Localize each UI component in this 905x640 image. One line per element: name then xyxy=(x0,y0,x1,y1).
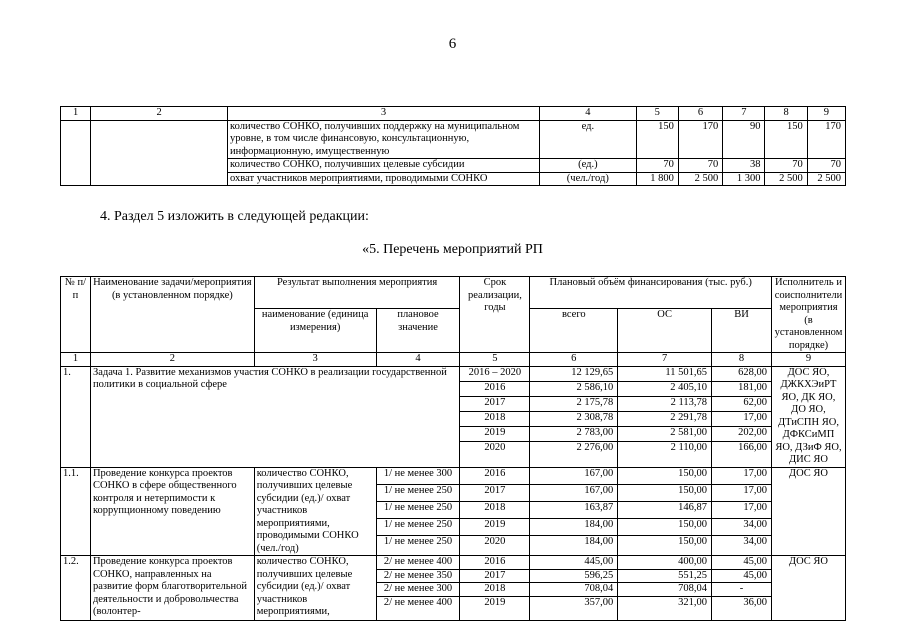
table-header-row xyxy=(61,277,846,309)
vi-cell: 166,00 xyxy=(712,441,772,467)
header-result: Результат выполнения мероприятия xyxy=(254,277,460,309)
plan-cell: 1/ не менее 250 xyxy=(376,484,460,501)
plan-cell: 2/ не менее 350 xyxy=(376,569,460,583)
indicator-value: 170 xyxy=(807,120,845,159)
header-period: Срок реализации, годы xyxy=(460,277,530,353)
indicator-name: количество СОНКО, получивших целевые субсидии xyxy=(228,159,540,173)
os-cell: 2 581,00 xyxy=(618,426,712,441)
plan-cell: 1/ не менее 250 xyxy=(376,518,460,535)
vi-cell: 36,00 xyxy=(712,596,772,620)
header-task: Наименование задачи/мероприятия (в установленном порядке) xyxy=(90,277,254,353)
col-number: 1 xyxy=(61,353,91,367)
os-cell: 2 405,10 xyxy=(618,381,712,396)
vi-cell: 17,00 xyxy=(712,467,772,484)
total-cell: 596,25 xyxy=(530,569,618,583)
task-name: Задача 1. Развитие механизмов участия СОНКО в реализации государственной политики в социальной сфере xyxy=(90,366,459,467)
page-number: 6 xyxy=(448,36,457,52)
header-result-name: наименование (единица измерения) xyxy=(254,309,376,353)
indicator-value: 150 xyxy=(636,120,678,159)
vi-cell: 45,00 xyxy=(712,556,772,570)
year-cell: 2017 xyxy=(460,484,530,501)
indicator-value: 1 300 xyxy=(723,172,765,186)
vi-cell: 17,00 xyxy=(712,501,772,518)
indicator-unit: (ед.) xyxy=(540,159,637,173)
total-cell: 167,00 xyxy=(530,467,618,484)
col-number: 8 xyxy=(712,353,772,367)
section-title: «5. Перечень мероприятий РП xyxy=(362,242,543,257)
year-cell: 2020 xyxy=(460,441,530,467)
total-cell: 2 308,78 xyxy=(530,411,618,426)
indicator-value: 70 xyxy=(636,159,678,173)
os-cell: 2 110,00 xyxy=(618,441,712,467)
total-cell: 2 783,00 xyxy=(530,426,618,441)
indicator-value: 2 500 xyxy=(765,172,807,186)
instruction-text: 4. Раздел 5 изложить в следующей редакции: xyxy=(100,209,369,224)
plan-cell: 1/ не менее 300 xyxy=(376,467,460,484)
vi-cell: 34,00 xyxy=(712,518,772,535)
os-cell: 150,00 xyxy=(618,518,712,535)
col-number: 6 xyxy=(678,107,722,121)
vi-cell: 17,00 xyxy=(712,411,772,426)
vi-cell: 62,00 xyxy=(712,396,772,411)
indicator-name: количество СОНКО, получивших поддержку на муниципальном уровне, в том числе финансовую, консультационную, информационную, имущественную xyxy=(228,120,540,159)
year-cell: 2016 xyxy=(460,556,530,570)
total-cell: 708,04 xyxy=(530,583,618,597)
indicator-value: 1 800 xyxy=(636,172,678,186)
year-cell: 2018 xyxy=(460,501,530,518)
total-cell: 167,00 xyxy=(530,484,618,501)
total-cell: 184,00 xyxy=(530,518,618,535)
total-cell: 184,00 xyxy=(530,536,618,556)
measure-name: Проведение конкурса проектов СОНКО в сфере общественного контроля и нетерпимости к коррупционному поведению xyxy=(90,467,254,556)
vi-cell: 202,00 xyxy=(712,426,772,441)
col-number: 5 xyxy=(460,353,530,367)
table-row xyxy=(61,467,846,484)
indicator-unit: ед. xyxy=(540,120,637,159)
year-cell: 2017 xyxy=(460,569,530,583)
os-cell: 551,25 xyxy=(618,569,712,583)
header-vi: ВИ xyxy=(712,309,772,353)
plan-cell: 1/ не менее 250 xyxy=(376,536,460,556)
plan-cell: 2/ не менее 400 xyxy=(376,596,460,620)
os-cell: 150,00 xyxy=(618,484,712,501)
col-number: 8 xyxy=(765,107,807,121)
os-cell: 146,87 xyxy=(618,501,712,518)
result-name: количество СОНКО, получивших целевые субсидии (ед.)/ охват участников мероприятиями, проводимыми СОНКО (чел./год) xyxy=(254,467,376,556)
vi-cell: 628,00 xyxy=(712,366,772,381)
col-number: 9 xyxy=(807,107,845,121)
year-cell: 2018 xyxy=(460,411,530,426)
col-number: 5 xyxy=(636,107,678,121)
year-cell: 2020 xyxy=(460,536,530,556)
col-number: 3 xyxy=(254,353,376,367)
indicator-value: 70 xyxy=(678,159,722,173)
total-cell: 2 276,00 xyxy=(530,441,618,467)
indicator-value: 70 xyxy=(807,159,845,173)
table-row xyxy=(61,556,846,570)
total-cell: 2 586,10 xyxy=(530,381,618,396)
indicator-value: 38 xyxy=(723,159,765,173)
indicator-value: 2 500 xyxy=(807,172,845,186)
measure-name: Проведение конкурса проектов СОНКО, направленных на развитие форм благотворительной деятельности и добровольчества (волонтер- xyxy=(90,556,254,621)
total-cell: 445,00 xyxy=(530,556,618,570)
year-cell: 2016 xyxy=(460,381,530,396)
vi-cell: 17,00 xyxy=(712,484,772,501)
os-cell: 150,00 xyxy=(618,536,712,556)
vi-cell: 45,00 xyxy=(712,569,772,583)
year-cell: 2019 xyxy=(460,596,530,620)
indicator-value: 90 xyxy=(723,120,765,159)
vi-cell: - xyxy=(712,583,772,597)
table-row xyxy=(61,120,846,159)
year-cell: 2019 xyxy=(460,426,530,441)
total-cell: 163,87 xyxy=(530,501,618,518)
table-row xyxy=(61,366,846,381)
header-result-value: плановое значение xyxy=(376,309,460,353)
plan-cell: 2/ не менее 300 xyxy=(376,583,460,597)
header-executor: Исполнитель и соисполнители мероприятия (в установленном порядке) xyxy=(771,277,845,353)
vi-cell: 34,00 xyxy=(712,536,772,556)
os-cell: 400,00 xyxy=(618,556,712,570)
header-finance: Плановый объём финансирования (тыс. руб.) xyxy=(530,277,772,309)
indicator-name: охват участников мероприятиями, проводимыми СОНКО xyxy=(228,172,540,186)
header-os: ОС xyxy=(618,309,712,353)
vi-cell: 181,00 xyxy=(712,381,772,396)
os-cell: 2 113,78 xyxy=(618,396,712,411)
plan-cell: 1/ не менее 250 xyxy=(376,501,460,518)
indicators-table xyxy=(60,106,846,186)
empty-cell xyxy=(91,120,228,186)
os-cell: 11 501,65 xyxy=(618,366,712,381)
year-cell: 2017 xyxy=(460,396,530,411)
year-cell: 2018 xyxy=(460,583,530,597)
executor-cell: ДОС ЯО xyxy=(771,467,845,556)
total-cell: 12 129,65 xyxy=(530,366,618,381)
os-cell: 150,00 xyxy=(618,467,712,484)
total-cell: 2 175,78 xyxy=(530,396,618,411)
executor-cell: ДОС ЯО, ДЖКХЭиРТ ЯО, ДК ЯО, ДО ЯО, ДТиСПН ЯО, ДФКСиМП ЯО, ДЗиФ ЯО, ДИС ЯО xyxy=(771,366,845,467)
col-number: 1 xyxy=(61,107,91,121)
result-name: количество СОНКО, получивших целевые субсидии (ед.)/ охват участников мероприятиями, xyxy=(254,556,376,621)
col-number: 4 xyxy=(540,107,637,121)
row-num: 1. xyxy=(61,366,91,467)
indicator-value: 150 xyxy=(765,120,807,159)
table-header-row xyxy=(61,107,846,121)
col-number: 6 xyxy=(530,353,618,367)
total-cell: 357,00 xyxy=(530,596,618,620)
row-num: 1.2. xyxy=(61,556,91,621)
col-number: 7 xyxy=(723,107,765,121)
col-number: 2 xyxy=(90,353,254,367)
plan-cell: 2/ не менее 400 xyxy=(376,556,460,570)
column-numbers-row xyxy=(61,353,846,367)
year-cell: 2016 xyxy=(460,467,530,484)
indicator-value: 70 xyxy=(765,159,807,173)
col-number: 7 xyxy=(618,353,712,367)
row-num: 1.1. xyxy=(61,467,91,556)
indicator-unit: (чел./год) xyxy=(540,172,637,186)
measures-table xyxy=(60,276,846,621)
year-cell: 2016 – 2020 xyxy=(460,366,530,381)
col-number: 4 xyxy=(376,353,460,367)
empty-cell xyxy=(61,120,91,186)
indicator-value: 2 500 xyxy=(678,172,722,186)
indicator-value: 170 xyxy=(678,120,722,159)
os-cell: 708,04 xyxy=(618,583,712,597)
year-cell: 2019 xyxy=(460,518,530,535)
header-total: всего xyxy=(530,309,618,353)
os-cell: 321,00 xyxy=(618,596,712,620)
col-number: 2 xyxy=(91,107,228,121)
os-cell: 2 291,78 xyxy=(618,411,712,426)
col-number: 3 xyxy=(228,107,540,121)
col-number: 9 xyxy=(771,353,845,367)
header-num: № п/п xyxy=(61,277,91,353)
executor-cell: ДОС ЯО xyxy=(771,556,845,621)
